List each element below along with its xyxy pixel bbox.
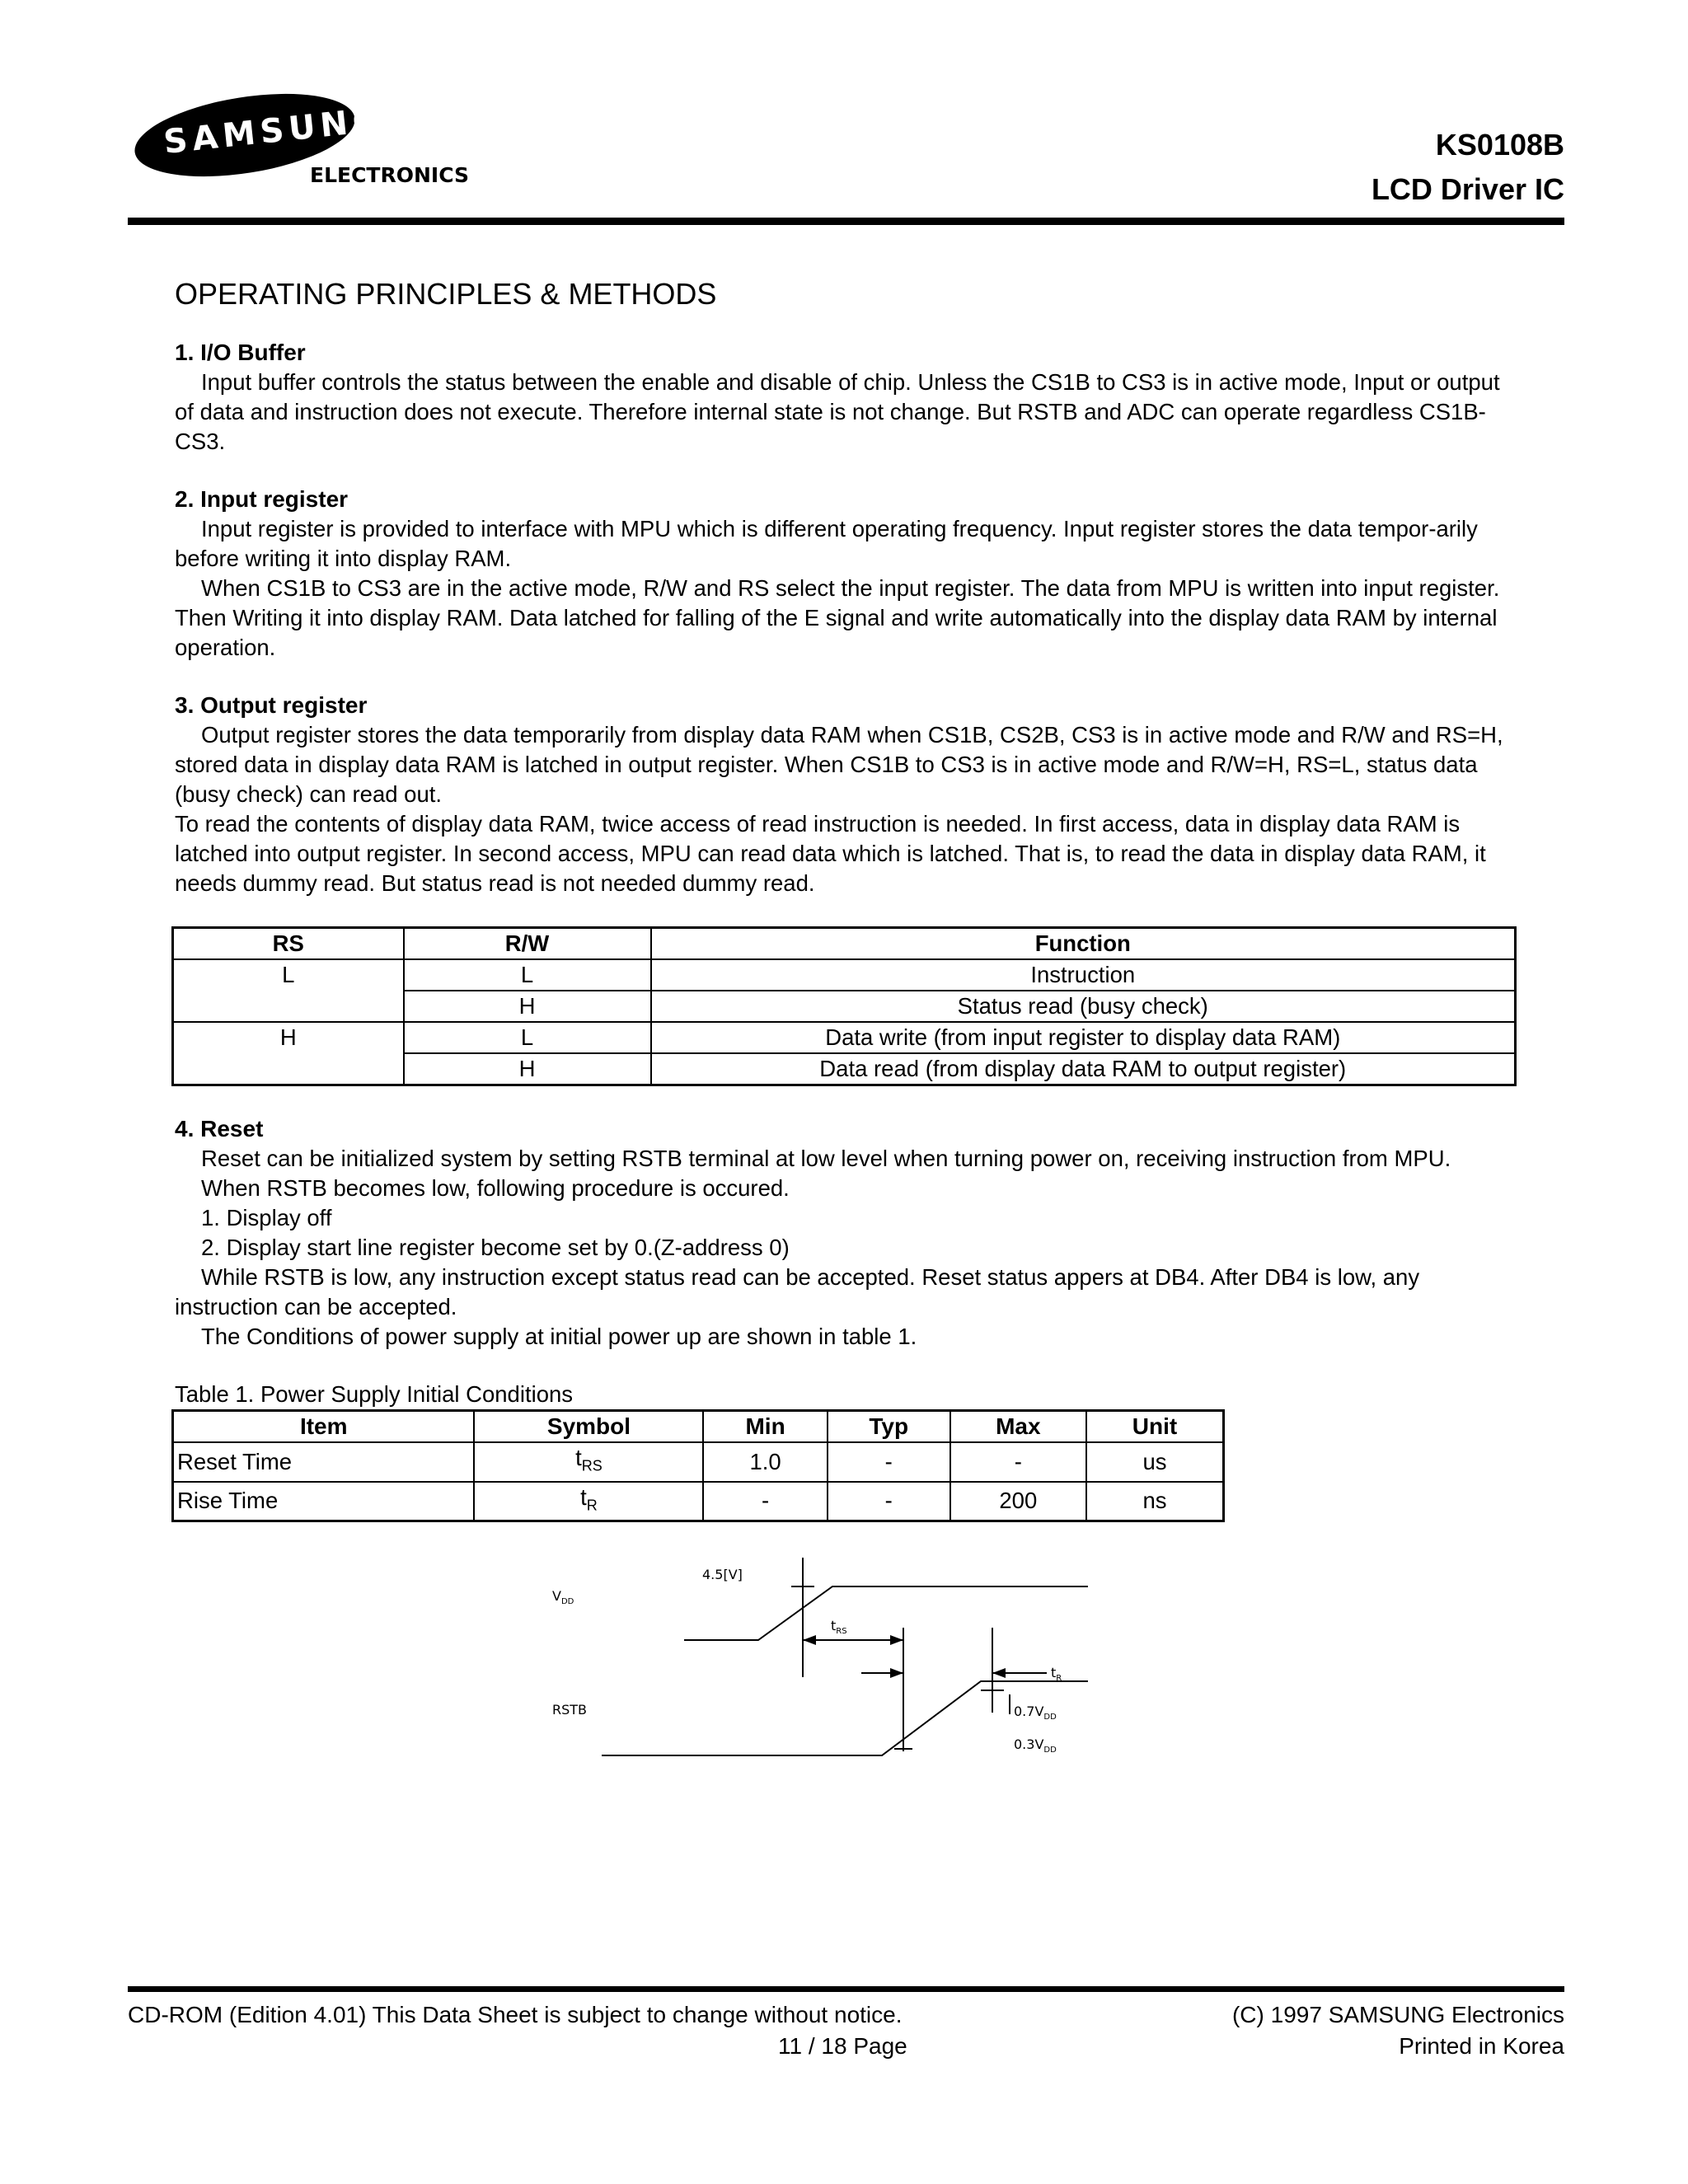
section-heading: 3. Output register — [175, 692, 368, 719]
table-cell: - — [950, 1442, 1086, 1482]
tr-arrowhead-left — [992, 1668, 1006, 1678]
logo-text: SAMSUNG — [162, 101, 387, 162]
paragraph: Reset can be initialized system by setting RSTB terminal at low level when turning power on, receiving instruction from MPU. — [201, 1146, 1451, 1172]
symbol-cell — [474, 1482, 703, 1521]
power-up-timing-diagram — [519, 1541, 1113, 1772]
table-cell: H — [404, 991, 651, 1022]
trs-label: $t_{RS}$ — [831, 1618, 847, 1636]
page-title: OPERATING PRINCIPLES & METHODS — [175, 277, 717, 311]
table-cell: - — [828, 1442, 950, 1482]
symbol-subscript: RS — [581, 1457, 603, 1474]
table-row — [173, 1482, 1224, 1521]
paragraph: To read the contents of display data RAM, twice access of read instruction is needed. In first access, data in display data RAM is latched into output register. In second access, MPU can read data which is latched. That is, to read the data in display data RAM, it needs dummy read. But status read is not needed dummy read. — [175, 811, 1486, 897]
level-07vdd-label: $0.7V_{DD}$ — [1014, 1704, 1057, 1722]
page-content — [175, 276, 1518, 1522]
table-cell: 1.0 — [703, 1442, 827, 1482]
table-header-row — [173, 928, 1516, 960]
trs-arrowhead-right — [890, 1635, 903, 1645]
section-io-buffer — [175, 338, 1518, 457]
symbol-cell — [474, 1442, 703, 1482]
table-header: Function — [651, 928, 1516, 960]
table-cell: ns — [1086, 1482, 1224, 1521]
table-cell: Reset Time — [173, 1442, 475, 1482]
footer-page-number: 11 / 18 Page — [778, 2033, 907, 2059]
table-cell: L — [404, 1022, 651, 1053]
table-header: Max — [950, 1411, 1086, 1443]
table-header: Symbol — [474, 1411, 703, 1443]
paragraph: When RSTB becomes low, following procedure is occured. — [201, 1175, 790, 1202]
paragraph: While RSTB is low, any instruction except status read can be accepted. Reset status appers at DB4. After DB4 is low, any instruction can be accepted. — [175, 1264, 1420, 1320]
footer-edition: CD-ROM (Edition 4.01) This Data Sheet is subject to change without notice. — [128, 2002, 903, 2027]
trs-arrowhead-left — [803, 1635, 816, 1645]
table-header: Unit — [1086, 1411, 1224, 1443]
section-heading: 4. Reset — [175, 1116, 264, 1142]
document-subtitle: LCD Driver IC — [1371, 172, 1564, 206]
level-03vdd-label: $0.3V_{DD}$ — [1014, 1736, 1057, 1755]
section-reset — [175, 1114, 1518, 1352]
symbol: t — [580, 1483, 587, 1510]
table-cell: H — [404, 1053, 651, 1085]
table-cell: Data write (from input register to display data RAM) — [651, 1022, 1516, 1053]
table-cell: L — [404, 959, 651, 991]
table-caption: Table 1. Power Supply Initial Conditions — [175, 1381, 574, 1408]
rstb-label: RSTB — [552, 1702, 588, 1718]
table-cell: Rise Time — [173, 1482, 475, 1521]
table-cell: Status read (busy check) — [651, 991, 1516, 1022]
list-item: 1. Display off — [201, 1205, 332, 1231]
table-cell: Instruction — [651, 959, 1516, 991]
table-header: Item — [173, 1411, 475, 1443]
table-header: RS — [173, 928, 404, 960]
tr-label: $t_R$ — [1051, 1665, 1062, 1683]
logo-subtext: ELECTRONICS — [310, 163, 470, 187]
section-input-register — [175, 485, 1518, 663]
level-45v-label: 4.5[V] — [702, 1567, 743, 1582]
table-cell: L — [173, 959, 404, 1022]
table-cell: us — [1086, 1442, 1224, 1482]
section-output-register — [175, 691, 1518, 898]
vdd-waveform — [684, 1586, 1088, 1640]
paragraph: Input buffer controls the status between the enable and disable of chip. Unless the CS1B to CS3 is in active mode, Input or output of data and instruction does not execute. Therefore internal state is not change. But RSTB and ADC can operate regardless CS1B-CS3. — [175, 369, 1500, 455]
table-row — [173, 1022, 1516, 1053]
table-cell: H — [173, 1022, 404, 1085]
table-cell: Data read (from display data RAM to output register) — [651, 1053, 1516, 1085]
footer-printed: Printed in Korea — [1399, 2033, 1564, 2059]
paragraph: Output register stores the data temporarily from display data RAM when CS1B, CS2B, CS3 is in active mode and R/W and RS=H, stored data in display data RAM is latched in output register. When CS1B to CS3 is in active mode and R/W=H, RS=L, status data (busy check) can read out. — [175, 722, 1503, 808]
vdd-label: $V_{DD}$ — [552, 1588, 574, 1606]
table-cell: - — [703, 1482, 827, 1521]
table-header: Min — [703, 1411, 827, 1443]
symbol: t — [575, 1445, 582, 1471]
table-header: Typ — [828, 1411, 950, 1443]
table-header-row — [173, 1411, 1224, 1443]
footer-rule — [128, 1986, 1564, 1992]
table-cell: 200 — [950, 1482, 1086, 1521]
trs-arrowhead-right2 — [890, 1668, 903, 1678]
section-heading: 1. I/O Buffer — [175, 340, 306, 366]
paragraph: When CS1B to CS3 are in the active mode, R/W and RS select the input register. The data from MPU is written into input register. Then Writing it into display RAM. Data latched for falling of the E signal and write automatically into the display data RAM by internal operation. — [175, 575, 1500, 661]
samsung-logo — [134, 97, 470, 188]
power-supply-table — [171, 1409, 1225, 1522]
list-item: 2. Display start line register become set by 0.(Z-address 0) — [201, 1235, 790, 1261]
footer-copyright: (C) 1997 SAMSUNG Electronics — [1231, 2002, 1564, 2027]
table-cell: - — [828, 1482, 950, 1521]
symbol-subscript: R — [586, 1497, 598, 1514]
paragraph: Input register is provided to interface with MPU which is different operating frequency. Input register stores the data tempor-arily before writing it into display RAM. — [175, 516, 1478, 572]
rs-rw-function-table — [171, 926, 1517, 1086]
header-rule — [128, 218, 1564, 225]
section-heading: 2. Input register — [175, 486, 349, 513]
table-header: R/W — [404, 928, 651, 960]
paragraph: The Conditions of power supply at initial power up are shown in table 1. — [201, 1324, 917, 1350]
table-row — [173, 1442, 1224, 1482]
document-id: KS0108B — [1435, 128, 1564, 162]
table-row — [173, 959, 1516, 991]
